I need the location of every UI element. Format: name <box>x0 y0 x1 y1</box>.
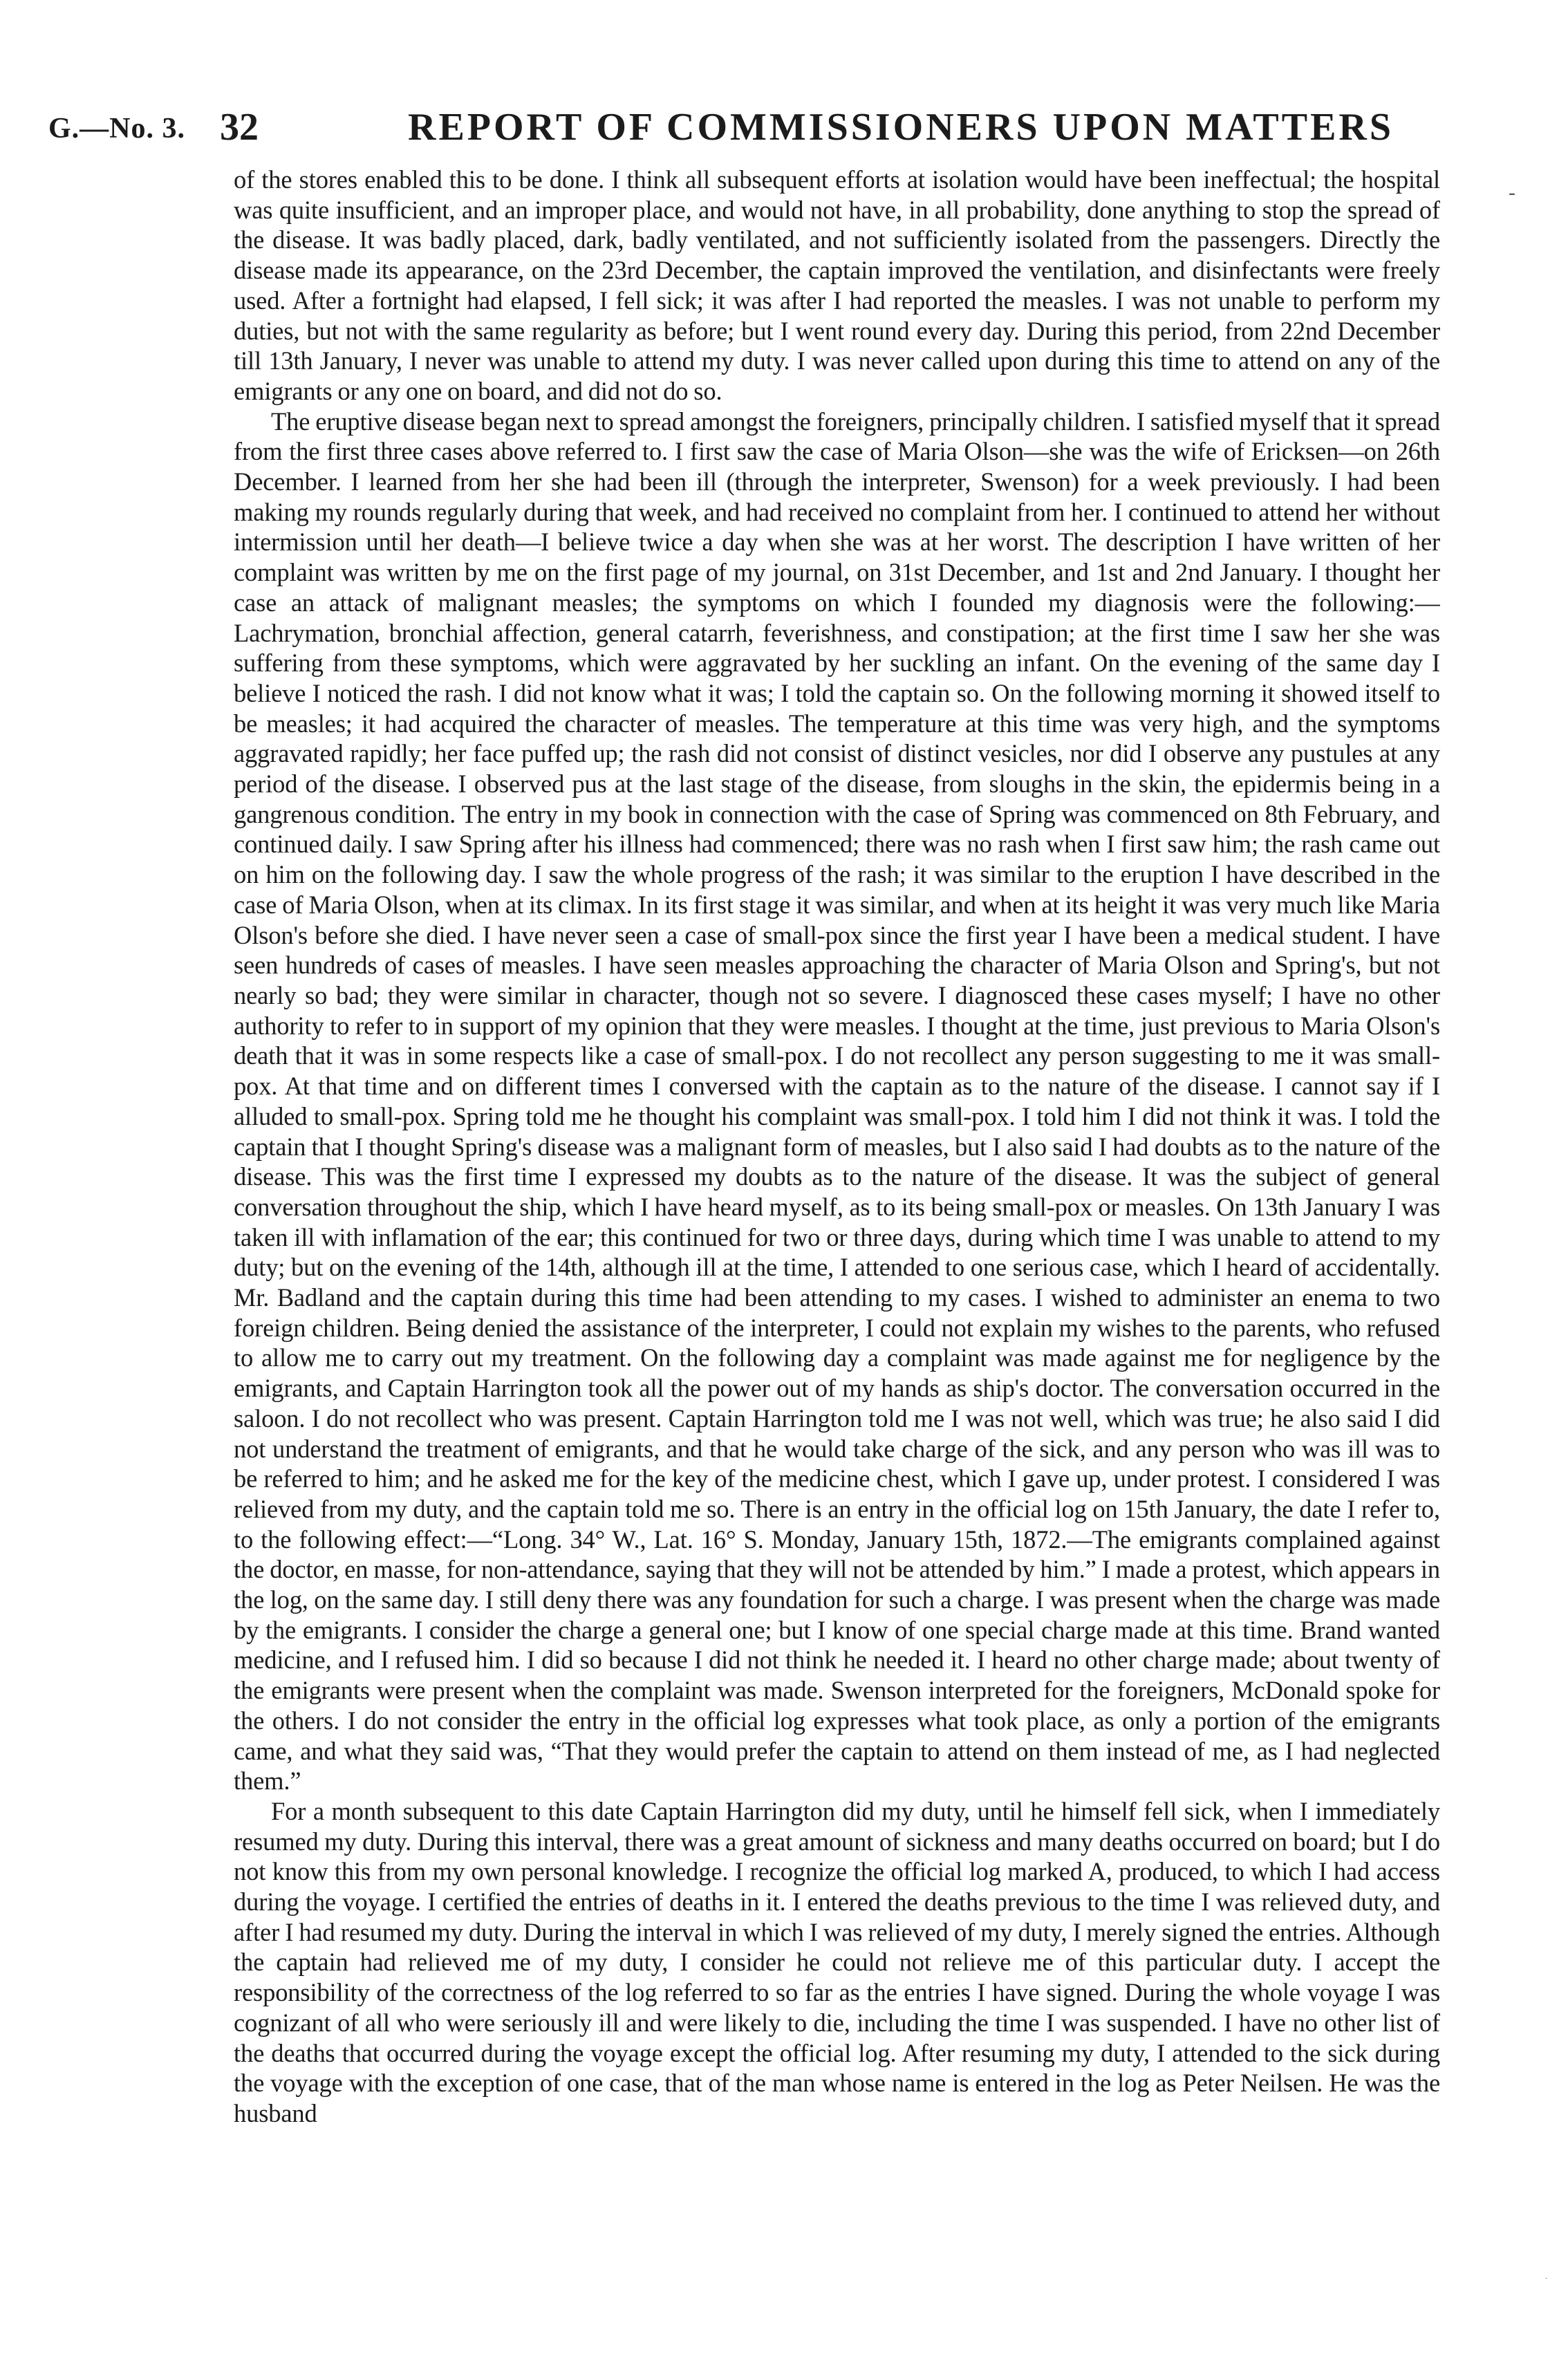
page-number: 32 <box>220 106 259 149</box>
margin-dot: . <box>1545 2271 1547 2281</box>
margin-dash: - <box>1509 181 1515 204</box>
paragraph-1: of the stores enabled this to be done. I think all subsequent efforts at isolation would have been ineffectual; the hospital was quite insufficient, and an improper place, and would not have, in all probability, done anything to stop the spread of the disease. It was badly placed, dark, badly ventilated, and not sufficiently isolated from the passengers. Directly the disease made its appearance, on the 23rd December, the captain improved the ventilation, and disinfectants were freely used. After a fortnight had elapsed, I fell sick; it was after I had reported the measles. I was not unable to perform my duties, but not with the same regularity as before; but I went round every day. During this period, from 22nd December till 13th January, I never was unable to attend my duty. I was never called upon during this time to attend on any of the emigrants or any one on board, and did not do so. <box>234 165 1440 405</box>
page-header <box>48 104 1466 152</box>
document-reference: G.—No. 3. <box>48 113 185 144</box>
page-body <box>234 165 1440 2329</box>
running-title: REPORT OF COMMISSIONERS UPON MATTERS <box>408 106 1394 149</box>
paragraph-3: For a month subsequent to this date Captain Harrington did my duty, until he himself fell sick, when I immediately resumed my duty. During this interval, there was a great amount of sickness and many deaths occurred on board; but I do not know this from my own personal knowledge. I recognize the official log marked A, produced, to which I had access during the voyage. I certified the entries of deaths in it. I entered the deaths previous to the time I was relieved duty, and after I had resumed my duty. During the interval in which I was relieved of my duty, I merely signed the entries. Although the captain had relieved me of my duty, I consider he could not relieve me of this particular duty. I accept the responsibility of the correctness of the log referred to so far as the entries I have signed. During the whole voyage I was cognizant of all who were seriously ill and were likely to die, including the time I was suspended. I have no other list of the deaths that occurred during the voyage except the official log. After resuming my duty, I attended to the sick during the voyage with the exception of one case, that of the man whose name is entered in the log as Peter Neilsen. He was the husband <box>234 1796 1440 2127</box>
paragraph-2: The eruptive disease began next to spread amongst the foreigners, principally children. I satisfied myself that it spread from the first three cases above referred to. I first saw the case of Maria Olson—she was the wife of Ericksen—on 26th December. I learned from her she had been ill (through the interpreter, Swenson) for a week previously. I had been making my rounds regularly during that week, and had received no complaint from her. I continued to attend her without intermission until her death—I believe twice a day when she was at her worst. The description I have written of her complaint was written by me on the first page of my journal, on 31st December, and 1st and 2nd January. I thought her case an attack of malignant measles; the symptoms on which I founded my diagnosis were the following:—Lachrymation, bronchial affection, general catarrh, feverishness, and constipation; at the first time I saw her she was suffering from these symptoms, which were aggravated by her suckling an infant. On the evening of the same day I believe I noticed the rash. I did not know what it was; I told the captain so. On the following morning it showed itself to be measles; it had acquired the character of measles. The temperature at this time was very high, and the symptoms aggravated rapidly; her face puffed up; the rash did not consist of distinct vesicles, nor did I observe any pustules at any period of the disease. I observed pus at the last stage of the disease, from sloughs in the skin, the epidermis being in a gangrenous condition. The entry in my book in connection with the case of Spring was commenced on 8th February, and continued daily. I saw Spring after his illness had commenced; there was no rash when I first saw him; the rash came out on him on the following day. I saw the whole progress of the rash; it was similar to the eruption I have described in the case of Maria Olson, when at its climax. In its first stage it was similar, and when at its height it was very much like Maria Olson's before she died. I have never seen a case of small-pox since the first year I have been a medical student. I have seen hundreds of cases of measles. I have seen measles approaching the character of Maria Olson and Spring's, but not nearly so bad; they were similar in character, though not so severe. I diagnosced these cases myself; I have no other authority to refer to in support of my opinion that they were measles. I thought at the time, just previous to Maria Olson's death that it was in some respects like a case of small-pox. I do not recollect any person suggesting to me it was small-pox. At that time and on different times I conversed with the captain as to the nature of the disease. I cannot say if I alluded to small-pox. Spring told me he thought his complaint was small-pox. I told him I did not think it was. I told the captain that I thought Spring's disease was a malignant form of measles, but I also said I had doubts as to the nature of the disease. This was the first time I expressed my doubts as to the nature of the disease. It was the subject of general conversation throughout the ship, which I have heard myself, as to its being small-pox or measles. On 13th January I was taken ill with inflamation of the ear; this continued for two or three days, during which time I was unable to attend to my duty; but on the evening of the 14th, although ill at the time, I attended to one serious case, which I heard of accidentally. Mr. Badland and the captain during this time had been attending to my cases. I wished to administer an enema to two foreign children. Being denied the assistance of the interpreter, I could not explain my wishes to the parents, who refused to allow me to carry out my treatment. On the following day a complaint was made against me for negligence by the emigrants, and Captain Harrington took all the power out of my hands as ship's doctor. The conversation occurred in the saloon. I do not recollect who was present. Captain Harrington told me I was not well, which was true; he also said I did not understand the treatment of emigrants, and that he would take charge of the sick, and any person who was ill was to be referred to him; and he asked me for the key of the medicine chest, which I gave up, under protest. I considered I was relieved from my duty, and the captain told me so. There is an entry in the official log on 15th January, the date I refer to, to the following effect:—“Long. 34° W., Lat. 16° S. Monday, January 15th, 1872.—The emigrants complained against the doctor, en masse, for non-attendance, saying that they will not be attended by him.” I made a protest, which appears in the log, on the same day. I still deny there was any foundation for such a charge. I was present when the charge was made by the emigrants. I consider the charge a general one; but I know of one special charge made at this time. Brand wanted medicine, and I refused him. I did so because I did not think he needed it. I heard no other charge made; about twenty of the emigrants were present when the complaint was made. Swenson interpreted for the foreigners, McDonald spoke for the others. I do not consider the entry in the official log expresses what took place, as only a portion of the emigrants came, and what they said was, “That they would prefer the captain to attend on them instead of me, as I had neglected them.” <box>234 407 1440 1796</box>
